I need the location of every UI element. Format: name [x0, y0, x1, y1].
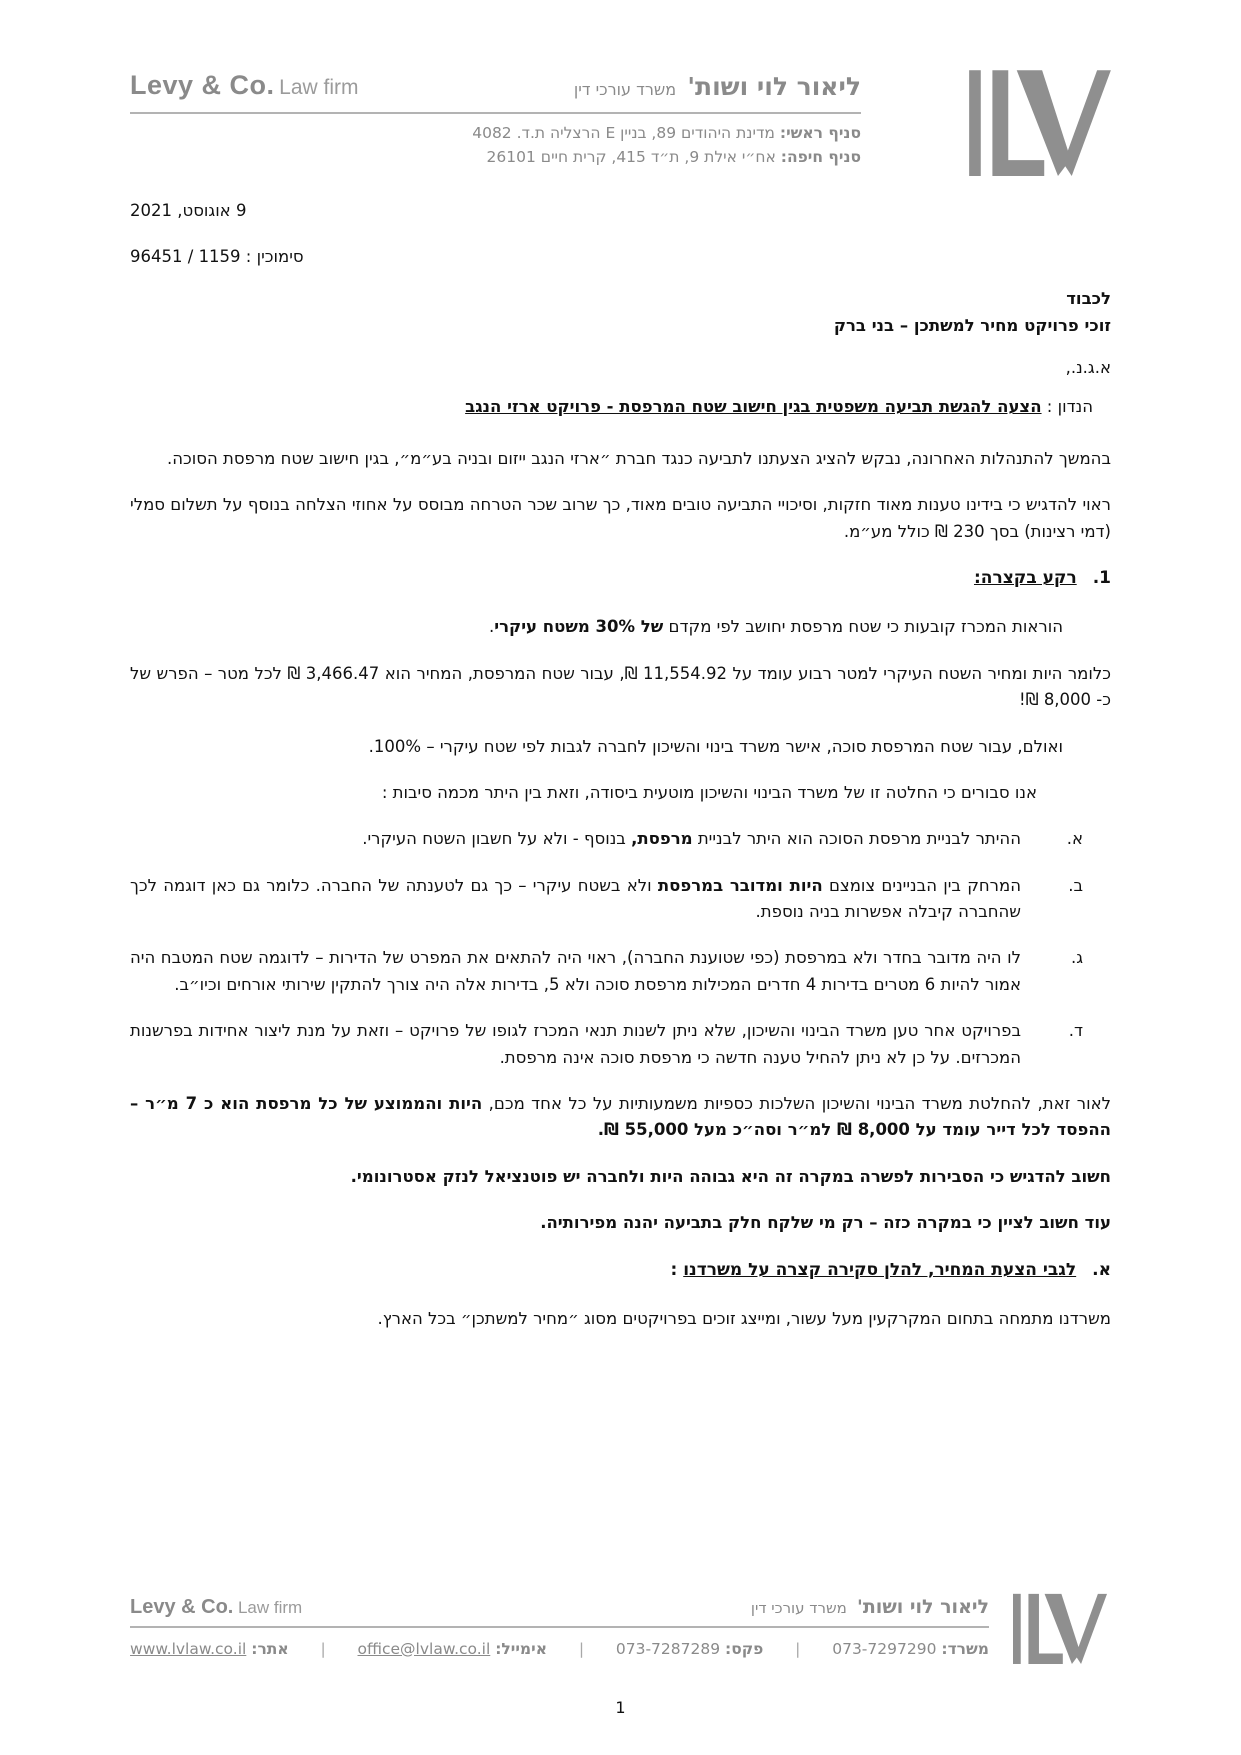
- firm-name-en-sub: Law firm: [279, 76, 359, 99]
- reason-d-text: בפרויקט אחר טען משרד הבינוי והשיכון, שלא ניתן לשנות תנאי המכרז לגופו של פרויקט – וזאת על מנת ליצור אחידות בפרשנות המכרזים. על כן לא ניתן להחיל טענה חדשה כי מרפסת סוכה אינה מרפסת.: [130, 1021, 1021, 1067]
- letterhead-text: [130, 64, 861, 169]
- intro-paragraph-1: בהמשך להתנהלות האחרונה, נבקש להציג הצעתנו לתביעה כנגד חברת ״ארזי הנגב ייזום ובניה בע״מ״, בגין חישוב שטח מרפסת הסוכה.: [167, 449, 1111, 468]
- reason-b-post: ולא בשטח עיקרי – כך גם לטענתה של החברה. כלומר גם כאן דוגמה לכך שהחברה קיבלה אפשרות בניה נוספת.: [130, 875, 1021, 922]
- addressee-block: [130, 285, 1111, 339]
- subject-label: הנדון :: [1046, 396, 1093, 416]
- section1-paragraph-1: [130, 614, 1063, 640]
- conclusion-pre: לאור זאת, להחלטת משרד הבינוי והשיכון השלכות כספיות משמעותיות על כל אחד מכם,: [482, 1094, 1111, 1114]
- intro-paragraph-2: ראוי להדגיש כי בידינו טענות מאוד חזקות, וסיכויי התביעה טובים מאוד, כך שרוב שכר הטרחה מבוסס על אחוזי הצלחה בנוסף על תשלום סמלי (דמי רצינות) בסך 230 ₪ כולל מע״מ.: [130, 495, 1111, 541]
- section1-paragraph-4: אנו סבורים כי החלטה זו של משרד הבינוי והשיכון מוטעית ביסודה, וזאת בין היתר מכמה סיבות :: [381, 782, 1037, 802]
- section2-suffix: :: [670, 1259, 684, 1280]
- reason-a-pre: ההיתר לבניית מרפסת הסוכה הוא היתר לבניית: [692, 829, 1021, 849]
- letterhead: [130, 64, 1111, 176]
- footer-divider: [130, 1626, 989, 1628]
- letterhead-divider: [130, 112, 861, 114]
- reason-text-a: [130, 826, 1021, 852]
- section2-heading: [130, 1257, 1111, 1284]
- section1-paragraph-2: כלומר היות ומחיר השטח העיקרי למטר רבוע עומד על 11,554.92 ₪, עבור שטח המרפסת, המחיר הוא 3,466.47 ₪ לכל מטר – הפרש של כ- 8,000 ₪!: [130, 663, 1111, 710]
- footer-firm-names: [130, 1591, 989, 1623]
- contact-separator: |: [578, 1639, 585, 1658]
- reason-a-bold: מרפסת,: [631, 829, 693, 849]
- footer-text: [130, 1591, 989, 1662]
- contact-separator: |: [320, 1639, 326, 1658]
- reason-text-c: [130, 945, 1021, 998]
- letter-meta: [130, 198, 1111, 271]
- addressee-line: זוכי פרויקט מחיר למשתכן – בני ברק: [833, 316, 1111, 335]
- fax-value: 073-7287289: [615, 1639, 721, 1658]
- letter-date: 9 אוגוסט, 2021: [130, 201, 247, 220]
- contact-website: [130, 1637, 289, 1662]
- section1-paragraph-3: ואולם, עבור שטח המרפסת סוכה, אישר משרד בינוי והשיכון לחברה לגבות לפי שטח עיקרי – 100%.: [368, 736, 1063, 756]
- footer-firm-hebrew: [751, 1592, 989, 1622]
- section1-number: 1.: [1092, 568, 1111, 589]
- footer-firm-he-sub: משרד עורכי דין: [750, 1599, 847, 1618]
- reason-item-a: [130, 826, 1111, 852]
- branch-main-value: מדינת היהודים 89, בניין E הרצליה ת.ד. 4082: [472, 124, 775, 143]
- reason-a-post: בנוסף - ולא על חשבון השטח העיקרי.: [362, 829, 632, 849]
- reason-item-b: [130, 873, 1111, 926]
- contact-email: [358, 1637, 547, 1662]
- website-link[interactable]: www.lvlaw.co.il: [130, 1639, 247, 1658]
- letter-body: [130, 198, 1111, 1352]
- lv-logo-icon: [969, 66, 1111, 176]
- p1-bold: של 30% משטח עיקרי: [494, 617, 664, 637]
- closing-paragraph: משרדנו מתמחה בתחום המקרקעין מעל עשור, ומייצג זוכים בפרויקטים מסוג ״מחיר למשתכן״ בכל הארץ.: [377, 1308, 1111, 1328]
- reason-b-pre: המרחק בין הבניינים צומצם: [822, 875, 1021, 895]
- branch-haifa-address: [130, 145, 861, 169]
- section1-heading: [130, 565, 1111, 592]
- reason-marker-b: ב.: [1068, 875, 1083, 895]
- addressee-label: לכבוד: [1066, 288, 1111, 308]
- contact-phone: [832, 1637, 989, 1662]
- email-link[interactable]: office@lvlaw.co.il: [357, 1639, 491, 1658]
- subject-line: [130, 394, 1093, 420]
- p1-post: .: [489, 617, 495, 637]
- lv-logo-icon-footer: [1013, 1591, 1107, 1664]
- fax-label: פקס:: [725, 1639, 764, 1658]
- section2-marker: א.: [1092, 1259, 1111, 1280]
- phone-value: 073-7297290: [832, 1639, 937, 1658]
- branch-haifa-label: סניף חיפה:: [780, 148, 861, 167]
- page-number: 1: [615, 1698, 626, 1718]
- branch-main-address: [130, 121, 861, 145]
- firm-name-he-main: ליאור לוי ושות': [687, 72, 861, 102]
- phone-label: משרד:: [941, 1639, 989, 1658]
- firm-name-english: [130, 64, 359, 107]
- branch-haifa-value: אח״י אילת 9, ת״ד 415, קרית חיים 26101: [486, 148, 776, 167]
- email-label: אימייל:: [495, 1639, 547, 1658]
- conclusion-bold: היות והממוצע של כל מרפסת הוא כ 7 מ״ר – ההפסד לכל דייר עומד על 8,000 ₪ למ״ר וסה״כ מעל 55,000 ₪.: [130, 1094, 1111, 1140]
- reason-item-d: [130, 1018, 1111, 1071]
- website-label: אתר:: [251, 1639, 289, 1658]
- reason-marker-d: ד.: [1068, 1021, 1083, 1041]
- firm-name-he-sub: משרד עורכי דין: [573, 80, 677, 100]
- subject-title: הצעה להגשת תביעה משפטית בגין חישוב שטח המרפסת - פרויקט ארזי הנגב: [465, 396, 1042, 416]
- letter-reference: סימוכין : 1159 / 96451: [130, 247, 304, 267]
- footer-firm-en-main: Levy & Co.: [130, 1595, 234, 1618]
- footer-contacts: [130, 1637, 989, 1662]
- firm-name-en-main: Levy & Co.: [130, 70, 275, 100]
- firm-names-row: [130, 64, 861, 107]
- contact-separator: |: [795, 1639, 801, 1658]
- section2-title: לגבי הצעת המחיר, להלן סקירה קצרה על משרדנו: [683, 1259, 1077, 1280]
- reason-marker-c: ג.: [1070, 948, 1083, 968]
- reason-item-c: [130, 945, 1111, 998]
- salutation: א.ג.נ.,: [1065, 358, 1111, 378]
- reason-marker-a: א.: [1066, 829, 1083, 849]
- footer-firm-en-sub: Law firm: [237, 1597, 303, 1617]
- page-footer: [130, 1591, 1111, 1662]
- contact-fax: [616, 1637, 764, 1662]
- branch-main-label: סניף ראשי:: [779, 124, 861, 143]
- conclusion-paragraph: [130, 1091, 1111, 1144]
- reason-text-d: [130, 1018, 1021, 1071]
- emphasis-paragraph-1: חשוב להדגיש כי הסבירות לפשרה במקרה זה היא גבוהה היות ולחברה יש פוטנציאל לנזק אסטרונומי.: [350, 1166, 1111, 1186]
- emphasis-paragraph-2: עוד חשוב לציין כי במקרה כזה – רק מי שלקח חלק בתביעה יהנה מפירותיה.: [540, 1213, 1111, 1233]
- reason-text-b: [130, 873, 1021, 926]
- footer-firm-english: [130, 1591, 302, 1623]
- reason-b-bold: היות ומדובר במרפסת: [657, 875, 823, 895]
- reason-c-text: לו היה מדובר בחדר ולא במרפסת (כפי שטוענת החברה), ראוי היה להתאים את המפרט של הדירות – לדוגמה שטח המטבח היה אמור להיות 6 מטרים בדירות 4 חדרים המכילות מרפסת סוכה ולא 5, בדירות אלה היה צורך להתקין שירותי אורחים וכיו״ב.: [130, 948, 1021, 994]
- firm-name-hebrew: [574, 67, 861, 107]
- p1-pre: הוראות המכרז קובעות כי שטח מרפסת יחושב לפי מקדם: [663, 617, 1063, 637]
- footer-firm-he-main: ליאור לוי ושות': [857, 1596, 989, 1619]
- section1-title: רקע בקצרה:: [973, 568, 1077, 589]
